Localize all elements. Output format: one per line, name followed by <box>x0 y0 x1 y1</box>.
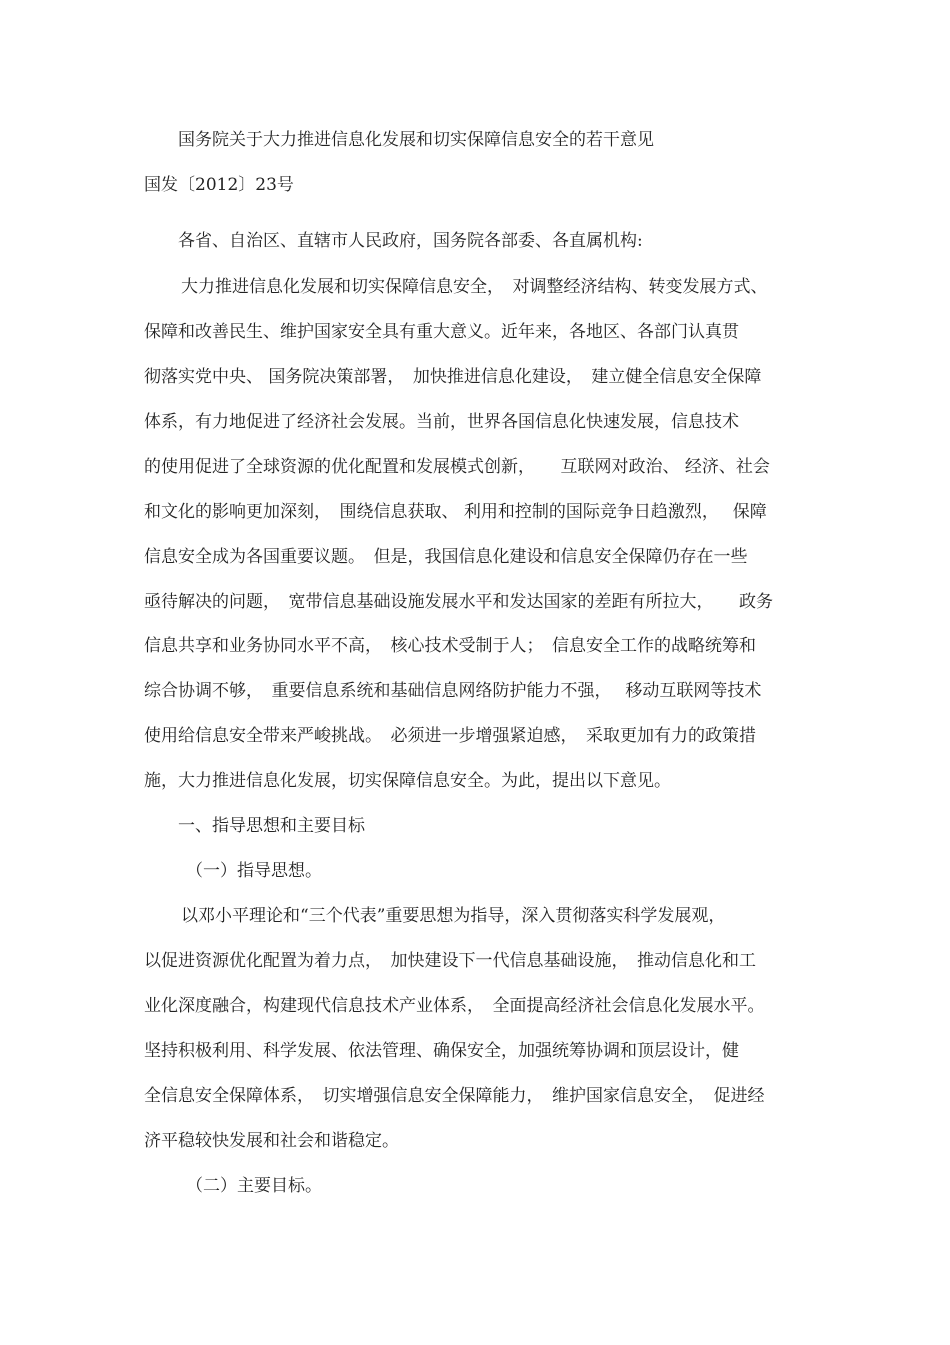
paragraph-line: 信息安全成为各国重要议题。 但是，我国信息化建设和信息安全保障仍存在一些 <box>144 547 748 567</box>
paragraph-line: 以促进资源优化配置为着力点， 加快建设下一代信息基础设施， 推动信息化和工 <box>144 951 756 971</box>
subsection-heading: （二）主要目标。 <box>186 1176 322 1196</box>
section-heading: 一、指导思想和主要目标 <box>178 816 365 836</box>
paragraph-line: 坚持积极利用、科学发展、依法管理、确保安全，加强统筹协调和顶层设计，健 <box>144 1041 739 1061</box>
paragraph-line: 和文化的影响更加深刻， 围绕信息获取、 利用和控制的国际竞争日趋激烈， 保障 <box>144 502 767 522</box>
paragraph-line: 施，大力推进信息化发展，切实保障信息安全。为此，提出以下意见。 <box>144 771 671 791</box>
paragraph-line: 大力推进信息化发展和切实保障信息安全， 对调整经济结构、转变发展方式、 <box>181 277 768 297</box>
paragraph-line: 信息共享和业务协同水平不高， 核心技术受制于人； 信息安全工作的战略统筹和 <box>144 636 756 656</box>
document-title: 国务院关于大力推进信息化发展和切实保障信息安全的若干意见 <box>178 130 654 150</box>
paragraph-line: 保障和改善民生、维护国家安全具有重大意义。近年来，各地区、各部门认真贯 <box>144 322 739 342</box>
paragraph-line: 济平稳较快发展和社会和谐稳定。 <box>144 1131 399 1151</box>
paragraph-line: 体系，有力地促进了经济社会发展。当前，世界各国信息化快速发展，信息技术 <box>144 412 739 432</box>
paragraph-line: 的使用促进了全球资源的优化配置和发展模式创新， 互联网对政治、 经济、社会 <box>144 457 770 477</box>
paragraph-line: 彻落实党中央、 国务院决策部署， 加快推进信息化建设， 建立健全信息安全保障 <box>144 367 762 387</box>
paragraph-line: 全信息安全保障体系， 切实增强信息安全保障能力， 维护国家信息安全， 促进经 <box>144 1086 765 1106</box>
paragraph-line: 使用给信息安全带来严峻挑战。 必须进一步增强紧迫感， 采取更加有力的政策措 <box>144 726 756 746</box>
addressee: 各省、自治区、直辖市人民政府，国务院各部委、各直属机构: <box>178 231 643 251</box>
paragraph-line: 以邓小平理论和“三个代表”重要思想为指导，深入贯彻落实科学发展观， <box>181 906 726 926</box>
paragraph-line: 综合协调不够， 重要信息系统和基础信息网络防护能力不强， 移动互联网等技术 <box>144 681 762 701</box>
paragraph-line: 业化深度融合，构建现代信息技术产业体系， 全面提高经济社会信息化发展水平。 <box>144 996 765 1016</box>
paragraph-line: 亟待解决的问题， 宽带信息基础设施发展水平和发达国家的差距有所拉大， 政务 <box>144 592 773 612</box>
subsection-heading: （一）指导思想。 <box>186 861 322 881</box>
document-number: 国发〔2012〕23号 <box>144 175 294 195</box>
